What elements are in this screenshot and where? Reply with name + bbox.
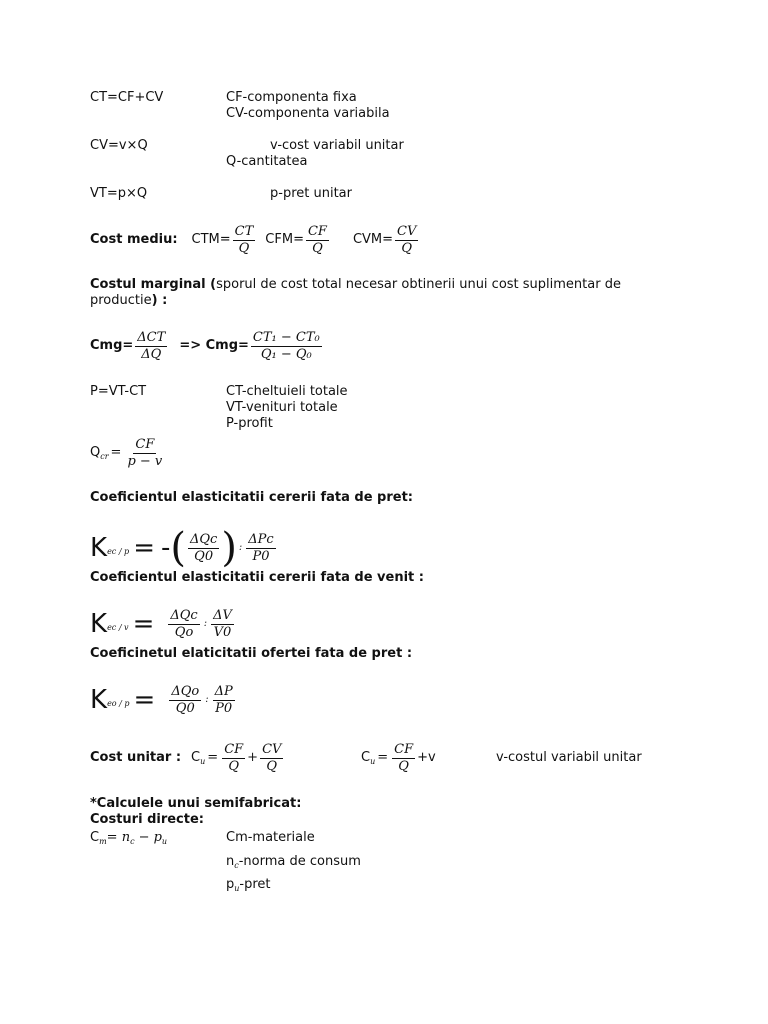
qcr-row: Q cr = $\frac{CF}{p - v}$ xyxy=(90,436,163,469)
p-description: p-pret unitar xyxy=(270,186,352,201)
marginal-line2: productie) : xyxy=(90,293,168,308)
cost-mediu-label: Cost mediu: xyxy=(90,232,178,247)
cmg-row xyxy=(90,326,324,366)
cmg-label: Cmg= xyxy=(90,338,134,353)
nc-description: $n_c$-norma de consum xyxy=(226,854,361,870)
q-description: Q-cantitatea xyxy=(226,154,308,169)
k1-formula: K ec / p = - ( $\frac{\text{ΔQc}}{Q0}$ ) : $\frac{\text{ΔPc}}{P0}$ xyxy=(90,525,274,571)
marginal-line1: Costul marginal (sporul de cost total necesar obtinerii unui cost suplimentar de xyxy=(90,277,621,292)
costuri-directe-title: Costuri directe: xyxy=(90,812,204,827)
ct-cheltuieli: CT-cheltuieli totale xyxy=(226,384,348,399)
coef2-title: Coeficientul elasticitatii cererii fata de venit : xyxy=(90,570,424,585)
v-costul-description: v-costul variabil unitar xyxy=(496,750,642,765)
cm-description: Cm-materiale xyxy=(226,830,315,845)
cv-formula: CV=v×Q xyxy=(90,138,148,153)
cost-unitar-label: Cost unitar : xyxy=(90,750,182,765)
ctm-label: CTM= xyxy=(191,232,231,247)
cfm-label: CFM= xyxy=(265,232,304,247)
cmg2-fraction: $\frac{\text{CT₁ − CT₀}}{\text{Q₁ − Q₀}}$ xyxy=(252,329,320,362)
ctm-fraction: $\frac{CT}{Q}$ xyxy=(234,223,254,256)
cf-description: CF-componenta fixa xyxy=(226,90,357,105)
cost-mediu-row xyxy=(90,220,420,260)
cv-description: CV-componenta variabila xyxy=(226,106,390,121)
cm-formula: $C_m= n_c - p_u$ xyxy=(90,830,168,846)
calc-title: *Calculele unui semifabricat: xyxy=(90,796,302,811)
vt-formula: VT=p×Q xyxy=(90,186,148,201)
coef1-title: Coeficientul elasticitatii cererii fata de pret: xyxy=(90,490,414,505)
v-description: v-cost variabil unitar xyxy=(270,138,404,153)
cmg-fraction: $\frac{\text{ΔCT}}{\Delta Q}$ xyxy=(137,329,166,362)
p-profit: P-profit xyxy=(226,416,273,431)
cost-unitar-row1: Cost unitar : C u = $\frac{CF}{Q}$ + $\frac{CV}{Q}$ xyxy=(90,741,282,774)
p-formula: P=VT-CT xyxy=(90,384,147,399)
cmg-arrow: => Cmg= xyxy=(179,338,249,353)
coef3-title: Coeficinetul elaticitatii ofertei fata de pret : xyxy=(90,646,413,661)
vt-venituri: VT-venituri totale xyxy=(226,400,338,415)
cfm-fraction: $\frac{CF}{Q}$ xyxy=(307,223,327,256)
cvm-label: CVM= xyxy=(352,232,394,247)
k3-formula: K eo / p = $\frac{\text{ΔQo}}{Q0}$ : $\frac{\Delta P}{P0}$ xyxy=(90,683,233,716)
cost-unitar-row2: C u = $\frac{CF}{Q}$ +v xyxy=(361,741,436,774)
ct-formula: CT=CF+CV xyxy=(90,90,164,105)
cvm-fraction: $\frac{CV}{Q}$ xyxy=(397,223,417,256)
pu-description: $p_u$-pret xyxy=(226,877,271,893)
k2-formula: K ec / v = $\frac{\text{ΔQc}}{Qo}$ : $\frac{\Delta V}{V0}$ xyxy=(90,607,232,640)
qcr-fraction: $\frac{CF}{p - v}$ xyxy=(127,436,163,469)
